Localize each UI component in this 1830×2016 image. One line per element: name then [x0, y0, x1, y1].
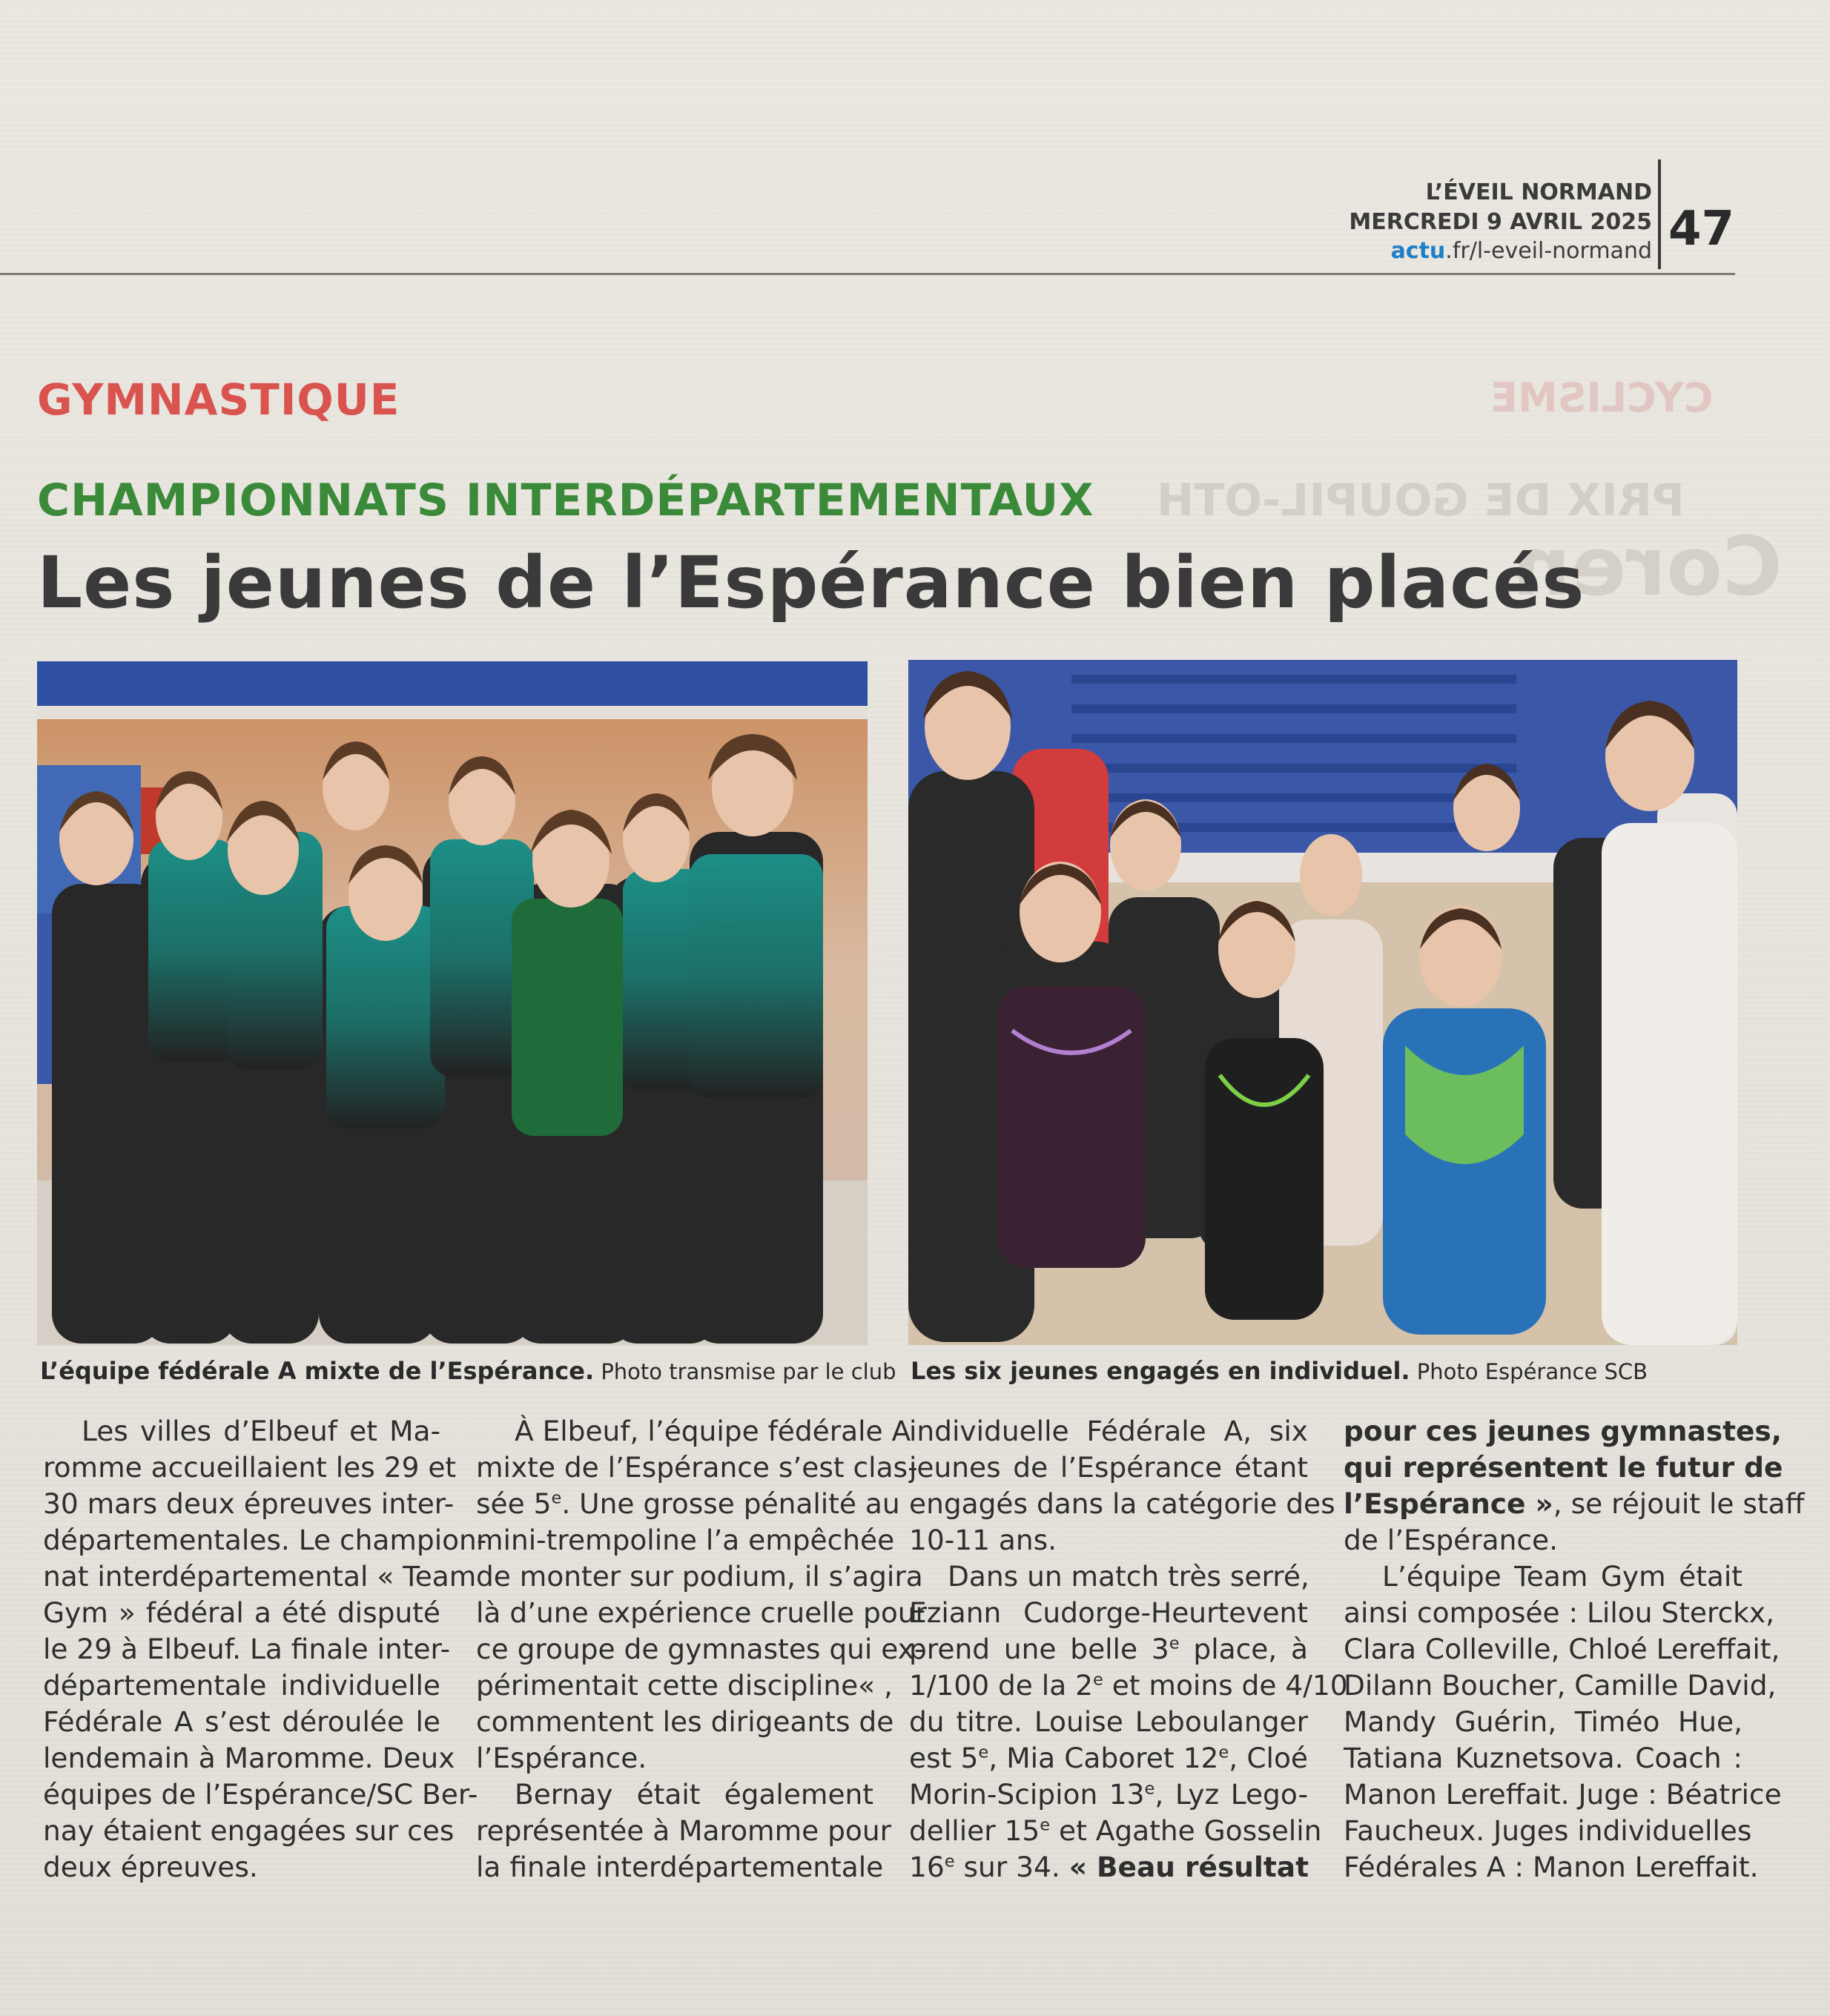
article-line [1344, 1486, 1805, 1522]
article-line [1344, 1413, 1782, 1450]
article-line: Gym » fédéral a été disputé [43, 1596, 440, 1629]
team-photo-illustration [37, 661, 868, 1345]
article-line [909, 1777, 1308, 1813]
quote-end: l’Espérance » [1344, 1487, 1553, 1520]
team-photo [37, 661, 868, 1345]
article-line: Faucheux. Juges individuelles [1344, 1814, 1752, 1847]
team-photo-caption [40, 1357, 896, 1385]
article-line: la finale interdépartementale [476, 1851, 884, 1883]
article-line: ce groupe de gymnastes qui ex- [476, 1633, 925, 1665]
article-line: de l’Espérance. [1344, 1524, 1559, 1556]
article-line: 10-11 ans. [909, 1524, 1057, 1556]
article-line: Tatiana Kuznetsova. Coach : [1344, 1742, 1743, 1774]
article-column-3 [909, 1413, 1348, 1886]
article-line [909, 1668, 1348, 1704]
article-line-part: , se réjouit le staff [1553, 1487, 1805, 1520]
ordinal-suffix: e [978, 1742, 989, 1762]
article-line-part: 16 [909, 1851, 945, 1883]
article-line-part: est 5 [909, 1742, 979, 1774]
article-line-part: sée 5 [476, 1487, 552, 1520]
article-line: individuelle Fédérale A, six [909, 1415, 1308, 1447]
article-line: départementales. Le champion- [43, 1524, 487, 1556]
article-line: nay étaient engagées sur ces [43, 1814, 455, 1847]
article-line-part: . Une grosse pénalité au [561, 1487, 900, 1520]
article-line: mini-trempoline l’a empêchée [476, 1524, 895, 1556]
page-number: 47 [1668, 202, 1735, 257]
article-line-part: et moins de 4/10 [1103, 1669, 1348, 1702]
article-line: l’Espérance. [476, 1742, 647, 1774]
article-line: représentée à Maromme pour [476, 1814, 892, 1847]
article-line: Dilann Boucher, Camille David, [1344, 1669, 1777, 1702]
individual-gymnasts-illustration [908, 660, 1737, 1345]
article-column-4 [1344, 1413, 1805, 1886]
team-photo-credit: Photo transmise par le club [601, 1359, 896, 1384]
article-line: périmentait cette discipline« , [476, 1669, 893, 1702]
ordinal-suffix: e [1144, 1779, 1155, 1799]
article-line: Bernay était également [515, 1778, 873, 1811]
article-line-part: place, à [1179, 1633, 1308, 1665]
article-line: de monter sur podium, il s’agira [476, 1560, 923, 1593]
article-line: mixte de l’Espérance s’est clas- [476, 1451, 918, 1484]
article-kicker: CHAMPIONNATS INTERDÉPARTEMENTAUX [37, 475, 1094, 526]
section-rubric: GYMNASTIQUE [37, 374, 400, 425]
article-line: deux épreuves. [43, 1851, 258, 1883]
article-line: nat interdépartemental « Team [43, 1560, 477, 1593]
website-url-rest: .fr/l-eveil-normand [1445, 238, 1652, 264]
article-line-part: Morin-Scipion 13 [909, 1778, 1145, 1811]
article-line: départementale individuelle [43, 1669, 440, 1702]
article-line: engagés dans la catégorie des [909, 1487, 1335, 1520]
team-photo-caption-text: L’équipe fédérale A mixte de l’Espérance. [40, 1357, 595, 1385]
quote-line: pour ces jeunes gymnastes, [1344, 1415, 1782, 1447]
article-line-part: 1/100 de la 2 [909, 1669, 1093, 1702]
article-line [909, 1813, 1322, 1849]
bleed-through-kicker: PRIX DE GOUPIL-OTH [1157, 475, 1685, 526]
ordinal-suffix: e [1169, 1633, 1180, 1653]
article-line: Fédérale A s’est déroulée le [43, 1705, 440, 1738]
article-line: Clara Colleville, Chloé Lereffait, [1344, 1633, 1780, 1665]
bleed-through-headline: Coren [1513, 519, 1783, 614]
article-line: jeunes de l’Espérance étant [909, 1451, 1308, 1484]
quote-start: « Beau résultat [1068, 1851, 1309, 1883]
article-line: Manon Lereffait. Juge : Béatrice [1344, 1778, 1782, 1811]
article-line: le 29 à Elbeuf. La finale inter- [43, 1633, 451, 1665]
article-line-part: , Lyz Lego- [1155, 1778, 1309, 1811]
individual-photo-caption [911, 1357, 1648, 1385]
article-line-part: prend une belle 3 [909, 1633, 1169, 1665]
individual-photo-caption-text: Les six jeunes engagés en individuel. [911, 1357, 1410, 1385]
header-rule [0, 273, 1735, 275]
article-line [909, 1631, 1308, 1668]
article-line: 30 mars deux épreuves inter- [43, 1487, 455, 1520]
article-line [909, 1849, 1308, 1886]
website-url [1349, 237, 1652, 265]
ordinal-suffix: e [1040, 1815, 1051, 1835]
article-line [1344, 1450, 1783, 1486]
quote-line: qui représentent le futur de [1344, 1451, 1783, 1484]
article-line: L’équipe Team Gym était [1382, 1560, 1743, 1593]
article-line: À Elbeuf, l’équipe fédérale A [515, 1415, 911, 1447]
individual-gymnasts-photo [908, 660, 1737, 1345]
ordinal-suffix: e [944, 1851, 955, 1871]
article-line: Fédérales A : Manon Lereffait. [1344, 1851, 1759, 1883]
article-line: Les villes d’Elbeuf et Ma- [82, 1415, 440, 1447]
bleed-through-rubric: CYCLISME [1490, 374, 1714, 421]
masthead [1349, 178, 1652, 265]
article-line: là d’une expérience cruelle pour [476, 1596, 927, 1629]
article-line: romme accueillaient les 29 et [43, 1451, 457, 1484]
article-line: Eziann Cudorge-Heurtevent [909, 1596, 1308, 1629]
article-line-part: dellier 15 [909, 1814, 1040, 1847]
article-line [476, 1486, 900, 1522]
article-line-part: , Cloé [1229, 1742, 1308, 1774]
article-line-part: et Agathe Gosselin [1050, 1814, 1322, 1847]
article-column-1 [43, 1413, 487, 1886]
article-line-part: , Mia Caboret 12 [988, 1742, 1219, 1774]
article-line [909, 1740, 1308, 1777]
article-line: du titre. Louise Leboulanger [909, 1705, 1308, 1738]
article-line: commentent les dirigeants de [476, 1705, 894, 1738]
article-line: Mandy Guérin, Timéo Hue, [1344, 1705, 1743, 1738]
ordinal-suffix: e [551, 1488, 562, 1508]
article-line: ainsi composée : Lilou Sterckx, [1344, 1596, 1775, 1629]
article-line: équipes de l’Espérance/SC Ber- [43, 1778, 478, 1811]
article-line: lendemain à Maromme. Deux [43, 1742, 455, 1774]
article-line: Dans un match très serré, [948, 1560, 1309, 1593]
ordinal-suffix: e [1218, 1742, 1229, 1762]
website-url-accent: actu [1390, 238, 1446, 264]
article-headline: Les jeunes de l’Espérance bien placés [37, 541, 1585, 624]
article-line-part: sur 34. [954, 1851, 1069, 1883]
individual-photo-credit: Photo Espérance SCB [1416, 1359, 1648, 1384]
issue-date: MERCREDI 9 AVRIL 2025 [1349, 209, 1652, 235]
paper-name: L’ÉVEIL NORMAND [1425, 179, 1652, 205]
ordinal-suffix: e [1092, 1670, 1103, 1690]
